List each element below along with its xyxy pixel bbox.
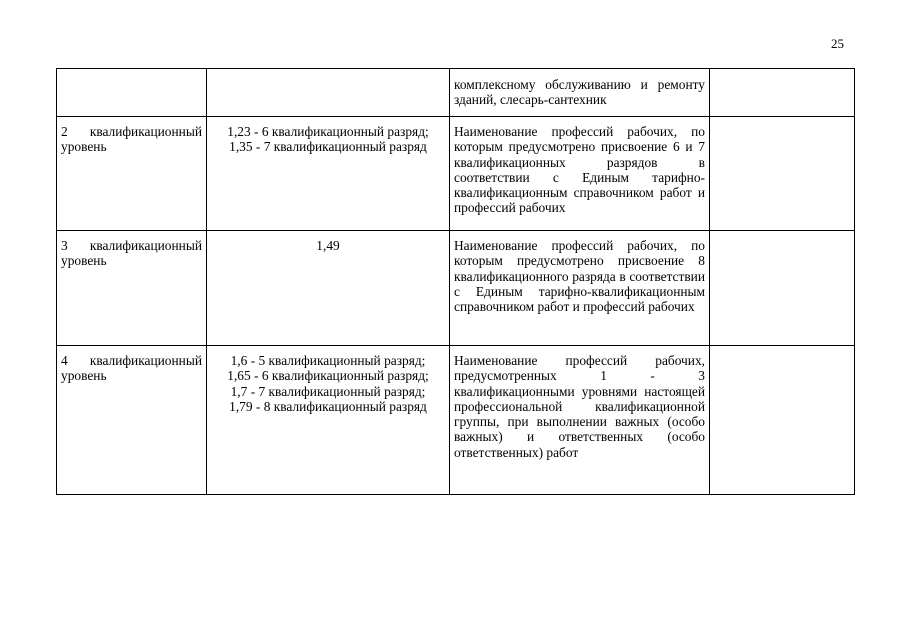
qualification-table — [56, 68, 855, 495]
table-row — [57, 346, 855, 495]
coefficient-line: 1,35 - 7 квалификационный разряд — [229, 139, 427, 155]
coefficient-line: 1,6 - 5 квалификационный разряд; — [230, 353, 426, 368]
table-row — [57, 231, 855, 346]
extra-cell — [710, 231, 855, 346]
level-cell: 4 квалификационный уровень — [57, 346, 207, 495]
description-cell: Наименование профессий рабочих, по которым предусмотрено присвоение 8 квалификационного разряда в соответствии с Единым тарифно-квалификационным справочником работ и профессий рабочих — [450, 231, 710, 346]
extra-cell — [710, 346, 855, 495]
coefficient-cell — [207, 69, 450, 117]
coefficient-line: 1,65 - 6 квалификационный разряд; — [227, 368, 429, 384]
level-cell — [57, 69, 207, 117]
coefficient-cell — [207, 231, 450, 346]
coefficient-line: 1,7 - 7 квалификационный разряд; — [230, 383, 426, 399]
coefficient-line: 1,23 - 6 квалификационный разряд; — [227, 124, 429, 139]
coefficient-cell — [207, 117, 450, 231]
level-cell: 2 квалификационный уровень — [57, 117, 207, 231]
table-row — [57, 117, 855, 231]
coefficient-cell — [207, 346, 450, 495]
extra-cell — [710, 117, 855, 231]
description-cell: Наименование профессий рабочих, по которым предусмотрено присвоение 6 и 7 квалификационных разрядов в соответствии с Единым тарифно-квалификационным справочником работ и профессий рабочих — [450, 117, 710, 231]
table-row — [57, 69, 855, 117]
description-cell: Наименование профессий рабочих, предусмотренных 1 - 3 квалификационными уровнями настоящей профессиональной квалификационной группы, при выполнении важных (особо важных) и ответственных (особо ответственных) работ — [450, 346, 710, 495]
coefficient-line: 1,49 — [316, 238, 340, 253]
page-number: 25 — [831, 36, 844, 51]
extra-cell — [710, 69, 855, 117]
coefficient-line: 1,79 - 8 квалификационный разряд — [229, 398, 427, 414]
description-cell: комплексному обслуживанию и ремонту зданий, слесарь-сантехник — [450, 69, 710, 117]
level-cell: 3 квалификационный уровень — [57, 231, 207, 346]
